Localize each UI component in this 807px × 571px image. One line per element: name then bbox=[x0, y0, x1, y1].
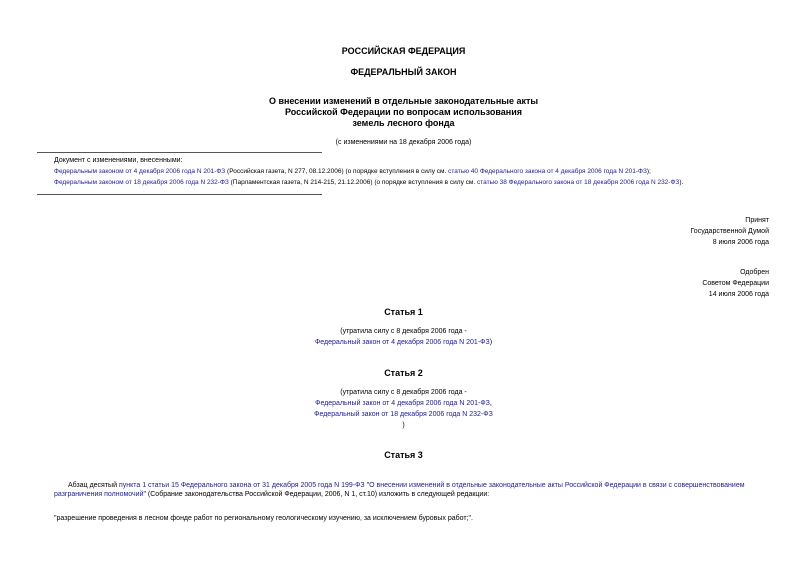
article-1-note: (утратила силу с 8 декабря 2006 года - bbox=[340, 328, 467, 335]
change-item-1-tail: ); bbox=[646, 168, 651, 175]
article-2-link-1-tail: , bbox=[489, 400, 492, 407]
article-2-ref-2 bbox=[0, 410, 807, 419]
law-title-line-2: Российской Федерации по вопросам использования bbox=[285, 107, 522, 117]
article-3-link-1[interactable]: пункта 1 статьи 15 Федерального закона от 31 декабря 2005 года N 199-ФЗ bbox=[118, 482, 365, 489]
adopted-line-2: Государственной Думой bbox=[690, 228, 769, 235]
article-2-note: (утратила силу с 8 декабря 2006 года - bbox=[340, 389, 467, 396]
change-item-2 bbox=[54, 179, 794, 188]
change-item-1-link[interactable]: Федеральным законом от 4 декабря 2006 года N 201-ФЗ bbox=[54, 168, 226, 175]
article-1-title: Статья 1 bbox=[384, 307, 423, 317]
change-item-2-link-2[interactable]: статью 38 Федерального закона от 18 декабря 2006 года N 232-ФЗ bbox=[476, 179, 680, 186]
article-2-link-1[interactable]: Федеральный закон от 4 декабря 2006 года N 201-ФЗ bbox=[315, 400, 490, 407]
article-3-link-2[interactable]: О внесении изменений в отдельные законодательные акты Российской Федерации в связи с совершенствованием разграничения полномочий bbox=[54, 482, 745, 498]
law-type-heading: ФЕДЕРАЛЬНЫЙ ЗАКОН bbox=[350, 67, 457, 77]
divider-top bbox=[37, 152, 322, 153]
article-2-ref-1 bbox=[0, 399, 807, 408]
change-item-1-link-2[interactable]: статью 40 Федерального закона от 4 декабря 2006 года N 201-ФЗ bbox=[448, 168, 647, 175]
amended-note: (с изменениями на 18 декабря 2006 года) bbox=[335, 139, 472, 146]
article-3-mid: " bbox=[364, 482, 370, 489]
adopted-line-3: 8 июля 2006 года bbox=[712, 239, 769, 246]
law-title-line-1: О внесении изменений в отдельные законодательные акты bbox=[268, 96, 539, 106]
adopted-line-1: Принят bbox=[745, 217, 769, 224]
country-heading: РОССИЙСКАЯ ФЕДЕРАЦИЯ bbox=[341, 46, 466, 56]
approved-line-3: 14 июля 2006 года bbox=[708, 291, 769, 298]
article-3-end: " (Собрание законодательства Российской Федерации, 2006, N 1, ст.10) изложить в следующей редакции: bbox=[143, 491, 490, 498]
article-2-close: ) bbox=[402, 422, 405, 429]
law-title-line-3: земель лесного фонда bbox=[352, 118, 455, 128]
article-1-close: ) bbox=[489, 339, 493, 346]
article-2-title: Статья 2 bbox=[384, 368, 423, 378]
article-2-link-2[interactable]: Федеральный закон от 18 декабря 2006 года N 232-ФЗ bbox=[314, 411, 493, 418]
divider-bottom bbox=[37, 194, 322, 195]
article-3-title: Статья 3 bbox=[384, 450, 423, 460]
article-3-quote: "разрешение проведения в лесном фонде работ по региональному геологическому изучению, за исключением буровых работ;". bbox=[54, 515, 473, 522]
article-1-link[interactable]: Федеральный закон от 4 декабря 2006 года N 201-ФЗ bbox=[314, 339, 490, 346]
change-item-1 bbox=[54, 168, 794, 177]
article-1-ref bbox=[0, 338, 807, 347]
article-3-start: Абзац десятый bbox=[68, 482, 119, 489]
change-item-2-link[interactable]: Федеральным законом от 18 декабря 2006 года N 232-ФЗ bbox=[54, 179, 229, 186]
changes-intro: Документ с изменениями, внесенными: bbox=[54, 157, 183, 164]
change-item-2-text: (Парламентская газета, N 214-215, 21.12.2006) (о порядке вступления в силу см. bbox=[228, 179, 477, 186]
change-item-1-text: (Российская газета, N 277, 08.12.2006) (о порядке вступления в силу см. bbox=[225, 168, 449, 175]
approved-line-1: Одобрен bbox=[740, 269, 769, 276]
approved-line-2: Советом Федерации bbox=[702, 280, 769, 287]
article-3-paragraph bbox=[54, 481, 784, 499]
change-item-2-tail: ). bbox=[679, 179, 684, 186]
